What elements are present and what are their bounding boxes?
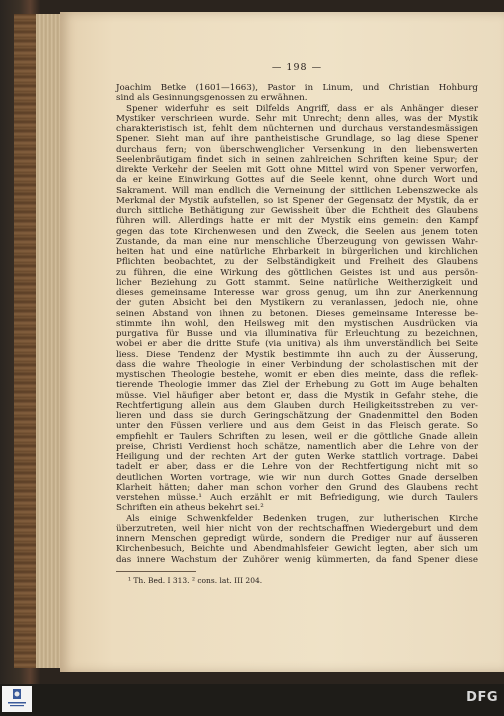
text-line: Klarheit hätten; daher man schon vorher den Grund des Glaubens recht	[116, 482, 478, 493]
text-line: überzutreten, weil hier nicht von der rechtschaffnen Wiedergeburt und dem	[116, 523, 478, 534]
library-logo-icon	[2, 686, 32, 712]
text-line: lieren und dass sie durch Geringschätzung der Gnadenmittel den Boden	[116, 411, 478, 421]
text-line: heiten hat und eine natürliche Ehrbarkeit in bürgerlichen und kirchlichen	[116, 247, 478, 257]
text-line: zu führen, die eine Wirkung des göttlichen Geistes ist und aus persön-	[116, 267, 478, 278]
text-line: Spener. Sieht man auf ihre pantheistische Grundlage, so lag diese Spener	[116, 134, 478, 145]
text-line: tierende Theologie immer das Ziel der Erhebung zu Gott im Auge behalten	[116, 380, 478, 391]
text-line: Schriften ein atheus bekehrt sei.²	[116, 503, 264, 514]
text-line: gegen das tote Kirchenwesen und den Zweck, die Seelen aus jenem toten	[116, 226, 478, 237]
text-line: da er keine Einwirkung Gottes auf die Seele kennt, ohne durch Wort und	[116, 175, 478, 186]
footnote: ¹ Th. Bed. I 313. ² cons. lat. III 204.	[128, 575, 263, 585]
dfg-brand: DFG	[466, 690, 498, 705]
text-line: empfiehlt er Taulers Schriften zu lesen, weil er die göttliche Gnade allein	[116, 431, 478, 442]
text-line: Heiligung und der rechten Art der guten Werke stattlich vortrage. Dabei	[116, 452, 478, 462]
text-line: Spener widerfuhr es seit Dilfelds Angriff, dass er als Anhänger dieser	[126, 103, 478, 114]
text-line: direkte Verkehr der Seelen mit Gott ohne Mittel wird von Spener verworfen,	[116, 165, 478, 175]
text-line: preise, Christi Verdienst hoch schätze, namentlich aber die Lehre von der	[116, 441, 478, 452]
text-line: Sakrament. Will man endlich die Verneinung der sittlichen Lebenszwecke als	[116, 185, 478, 196]
text-line: führen will. Allerdings hatte er mit der Mystik eins gemein: den Kampf	[116, 216, 478, 227]
text-line: Merkmal der Mystik aufstellen, so ist Spener der Gegensatz der Mystik, da er	[116, 195, 478, 206]
text-line: sind als Gesinnungsgenossen zu erwähnen.	[116, 93, 308, 104]
text-line: deutlichen Worten vortrage, wie wir nun durch Gottes Gnade derselben	[116, 472, 478, 483]
text-line: durchaus fern; von überschwenglicher Versenkung in den liebenswerten	[116, 144, 478, 155]
text-line: Als einige Schwenkfelder Bedenken trugen, zur lutherischen Kirche	[126, 513, 478, 524]
text-line: verstehen müsse.¹ Auch erzählt er mit Befriedigung, wie durch Taulers	[116, 493, 478, 503]
text-line: Rechtfertigung allein aus dem Glauben durch Heiligkeitsstreben zu ver-	[116, 400, 478, 411]
text-line: liess. Diese Tendenz der Mystik bestimmte ihn auch zu der Äusserung,	[116, 349, 478, 360]
page-content	[116, 62, 478, 586]
text-line: Mystiker verschrieen wurde. Sehr mit Unrecht; denn alles, was der Mystik	[116, 113, 478, 124]
text-line: der guten Absicht bei den Mystikern zu veranlassen, jedoch nie, ohne	[116, 298, 478, 309]
text-line: dass die wahre Theologie in einer Verbindung der scholastischen mit der	[116, 359, 478, 370]
viewer-footer	[0, 684, 504, 713]
text-line: Seelenbräutigam findet sich in seinen zahlreichen Schriften keine Spur; der	[116, 154, 478, 165]
text-line: Joachim Betke (1601—1663), Pastor in Linum, und Christian Hohburg	[116, 83, 478, 93]
text-line: müsse. Viel häufiger aber betont er, dass die Mystik in Gefahr stehe, die	[116, 390, 478, 401]
page-number: — 198 —	[271, 62, 323, 73]
text-line: Zustande, da man eine nur menschliche Überzeugung von gewissen Wahr-	[116, 236, 478, 247]
text-line: unter den Füssen verliere und aus dem Geist in das Fleisch gerate. So	[116, 421, 478, 432]
text-line: das innere Wachstum der Zuhörer wenig kümmerten, da fand Spener diese	[116, 554, 478, 565]
footnote-rule	[116, 571, 196, 572]
text-line: dieses gemeinsame Interesse war gross genug, um ihn zur Anerkennung	[116, 288, 478, 298]
text-line: charakteristisch ist, fehlt dem nüchternen und durchaus verstandesmässigen	[116, 124, 478, 134]
text-line: Pflichten beobachtet, zu der Selbständigkeit und Freiheit des Glaubens	[116, 257, 478, 268]
text-line: purgativa für Busse und via illuminativa für Erleuchtung zu bezeichnen,	[116, 329, 478, 339]
text-line: seinen Abstand von ihnen zu betonen. Dieses gemeinsame Interesse be-	[116, 308, 478, 319]
text-line: mystischen Theologie bestehe, womit er eben dies meinte, dass die reflek-	[116, 370, 478, 380]
text-line: Kirchenbesuch, Beichte und Abendmahlsfeier Gewicht legten, aber sich um	[116, 544, 478, 555]
text-line: stimmte ihn wohl, den Heilsweg mit den mystischen Ausdrücken via	[116, 318, 478, 329]
text-line: durch sittliche Bethätigung zur Gewissheit über die Echtheit des Glaubens	[116, 206, 478, 216]
text-line: wobei er aber die dritte Stufe (via unitiva) als ihm unverständlich bei Seite	[116, 339, 478, 350]
library-logo	[2, 686, 32, 712]
text-line: licher Beziehung zu Gott stammt. Seine natürliche Weitherzigkeit und	[116, 277, 478, 288]
body-text	[116, 83, 478, 565]
text-line: innern Menschen gepredigt würde, sondern die Prediger nur auf äusseren	[116, 534, 478, 544]
text-line: tadelt er aber, dass er die Lehre von der Rechtfertigung nicht mit so	[116, 462, 478, 473]
